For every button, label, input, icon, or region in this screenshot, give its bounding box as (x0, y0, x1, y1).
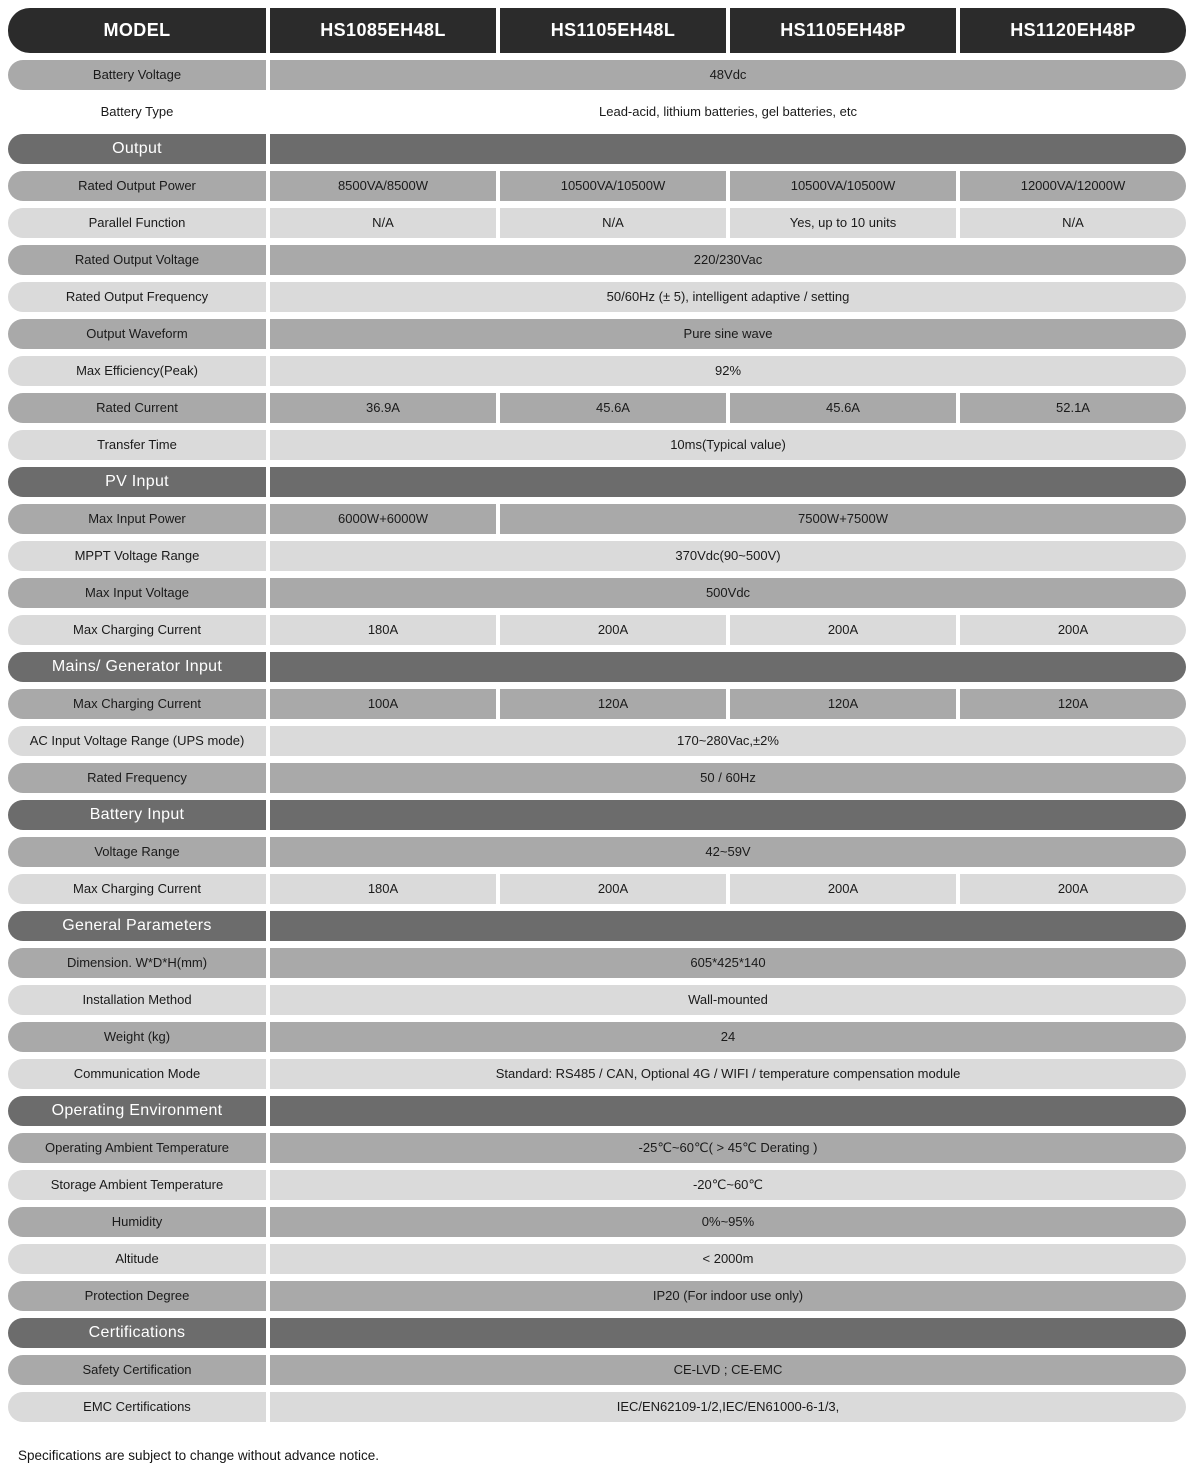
value-cell: 10500VA/10500W (730, 171, 956, 201)
model-header-cell: HS1085EH48L (270, 8, 496, 53)
row-label: Weight (kg) (8, 1022, 266, 1052)
row-label: Dimension. W*D*H(mm) (8, 948, 266, 978)
value-cell: 200A (730, 615, 956, 645)
table-row (8, 689, 1186, 719)
value-cell: Pure sine wave (270, 319, 1186, 349)
row-values (270, 578, 1186, 608)
row-label: Rated Output Voltage (8, 245, 266, 275)
row-label: Max Charging Current (8, 689, 266, 719)
row-label: Safety Certification (8, 1355, 266, 1385)
value-cell: 50 / 60Hz (270, 763, 1186, 793)
row-values (270, 245, 1186, 275)
row-values (270, 208, 1186, 238)
table-row (8, 1059, 1186, 1089)
table-row (8, 97, 1186, 127)
row-label: Max Charging Current (8, 615, 266, 645)
value-cell: 200A (730, 874, 956, 904)
value-cell: 180A (270, 615, 496, 645)
row-values (270, 837, 1186, 867)
table-row (8, 356, 1186, 386)
row-values (270, 171, 1186, 201)
row-values (270, 1207, 1186, 1237)
table-row (8, 763, 1186, 793)
row-values (270, 504, 1186, 534)
value-cell: Wall-mounted (270, 985, 1186, 1015)
value-cell: Standard: RS485 / CAN, Optional 4G / WIFI / temperature compensation module (270, 1059, 1186, 1089)
row-label: Rated Output Power (8, 171, 266, 201)
table-row (8, 541, 1186, 571)
table-row (8, 171, 1186, 201)
value-cell: 170~280Vac,±2% (270, 726, 1186, 756)
value-cell: 220/230Vac (270, 245, 1186, 275)
table-row (8, 985, 1186, 1015)
value-cell: 50/60Hz (± 5), intelligent adaptive / setting (270, 282, 1186, 312)
value-cell: Yes, up to 10 units (730, 208, 956, 238)
spec-table (8, 8, 1186, 1422)
value-cell: 7500W+7500W (500, 504, 1186, 534)
table-row (8, 726, 1186, 756)
value-cell: 120A (960, 689, 1186, 719)
value-cell: -20℃~60℃ (270, 1170, 1186, 1200)
table-row (8, 1207, 1186, 1237)
row-label: Max Efficiency(Peak) (8, 356, 266, 386)
section-header-row (8, 467, 1186, 497)
table-row (8, 1355, 1186, 1385)
model-header-row (8, 8, 1186, 53)
value-cell: 12000VA/12000W (960, 171, 1186, 201)
section-label: Mains/ Generator Input (8, 652, 266, 682)
row-values (270, 726, 1186, 756)
row-label: MPPT Voltage Range (8, 541, 266, 571)
row-values (270, 1133, 1186, 1163)
value-cell: 10ms(Typical value) (270, 430, 1186, 460)
row-label: Installation Method (8, 985, 266, 1015)
row-values (270, 1281, 1186, 1311)
table-row (8, 393, 1186, 423)
value-cell: 36.9A (270, 393, 496, 423)
row-values (270, 541, 1186, 571)
table-row (8, 837, 1186, 867)
row-label: Rated Frequency (8, 763, 266, 793)
table-row (8, 208, 1186, 238)
value-cell: -25℃~60℃( > 45℃ Derating ) (270, 1133, 1186, 1163)
value-cell: 45.6A (500, 393, 726, 423)
section-label: Operating Environment (8, 1096, 266, 1126)
row-label: Operating Ambient Temperature (8, 1133, 266, 1163)
value-cell: 180A (270, 874, 496, 904)
section-header-row (8, 652, 1186, 682)
section-label: General Parameters (8, 911, 266, 941)
row-label: Humidity (8, 1207, 266, 1237)
value-cell: 42~59V (270, 837, 1186, 867)
table-row (8, 430, 1186, 460)
value-cell: 45.6A (730, 393, 956, 423)
value-cell: 200A (960, 874, 1186, 904)
model-header-cell: HS1105EH48L (500, 8, 726, 53)
row-label: Transfer Time (8, 430, 266, 460)
table-row (8, 578, 1186, 608)
section-label: Certifications (8, 1318, 266, 1348)
value-cell: 120A (730, 689, 956, 719)
value-cell: N/A (500, 208, 726, 238)
value-cell: 0%~95% (270, 1207, 1186, 1237)
value-cell: 92% (270, 356, 1186, 386)
row-label: Battery Type (100, 104, 174, 120)
value-cell: 24 (270, 1022, 1186, 1052)
section-header-row (8, 911, 1186, 941)
value-cell: 200A (960, 615, 1186, 645)
row-label: Altitude (8, 1244, 266, 1274)
section-label: Output (8, 134, 266, 164)
section-fill (270, 1096, 1186, 1126)
row-label: Rated Current (8, 393, 266, 423)
section-header-row (8, 1096, 1186, 1126)
model-header-values (270, 8, 1186, 53)
table-row (8, 1392, 1186, 1422)
table-row (8, 60, 1186, 90)
row-label: AC Input Voltage Range (UPS mode) (8, 726, 266, 756)
table-row (8, 615, 1186, 645)
footer-note: Specifications are subject to change without advance notice. (18, 1448, 379, 1463)
model-header-label: MODEL (8, 8, 266, 53)
section-label: PV Input (8, 467, 266, 497)
table-row (8, 874, 1186, 904)
model-header-cell: HS1105EH48P (730, 8, 956, 53)
table-row (8, 1170, 1186, 1200)
row-label: Protection Degree (8, 1281, 266, 1311)
section-fill (270, 134, 1186, 164)
value-cell: 8500VA/8500W (270, 171, 496, 201)
section-fill (270, 800, 1186, 830)
value-cell: 200A (500, 874, 726, 904)
table-row (8, 1281, 1186, 1311)
value-cell: 200A (500, 615, 726, 645)
value-cell: 10500VA/10500W (500, 171, 726, 201)
row-label: Voltage Range (8, 837, 266, 867)
row-values (270, 1355, 1186, 1385)
value-cell: 370Vdc(90~500V) (270, 541, 1186, 571)
value-cell: < 2000m (270, 1244, 1186, 1274)
row-values (270, 763, 1186, 793)
section-fill (270, 911, 1186, 941)
value-cell: 52.1A (960, 393, 1186, 423)
row-values (270, 1022, 1186, 1052)
table-row (8, 282, 1186, 312)
row-label: Communication Mode (8, 1059, 266, 1089)
section-header-row (8, 800, 1186, 830)
value-cell: IP20 (For indoor use only) (270, 1281, 1186, 1311)
value-cell: IEC/EN62109-1/2,IEC/EN61000-6-1/3, (270, 1392, 1186, 1422)
table-row (8, 1022, 1186, 1052)
value-cell: N/A (960, 208, 1186, 238)
table-row (8, 245, 1186, 275)
row-label: Storage Ambient Temperature (8, 1170, 266, 1200)
row-values (270, 874, 1186, 904)
value-cell: 48Vdc (270, 60, 1186, 90)
row-label: Rated Output Frequency (8, 282, 266, 312)
row-values (270, 393, 1186, 423)
row-values (270, 1170, 1186, 1200)
value-cell: 100A (270, 689, 496, 719)
row-values (270, 615, 1186, 645)
row-values (270, 282, 1186, 312)
section-fill (270, 652, 1186, 682)
row-values (270, 1244, 1186, 1274)
table-row (8, 1133, 1186, 1163)
row-label: Max Charging Current (8, 874, 266, 904)
value-cell: 6000W+6000W (270, 504, 496, 534)
value-cell: 120A (500, 689, 726, 719)
row-values (270, 985, 1186, 1015)
section-header-row (8, 134, 1186, 164)
value-cell: Lead-acid, lithium batteries, gel batteries, etc (599, 104, 857, 120)
row-values (270, 97, 1186, 127)
table-row (8, 504, 1186, 534)
value-cell: N/A (270, 208, 496, 238)
row-values (270, 356, 1186, 386)
model-header-cell: HS1120EH48P (960, 8, 1186, 53)
table-row (8, 1244, 1186, 1274)
value-cell: CE-LVD ; CE-EMC (270, 1355, 1186, 1385)
section-label: Battery Input (8, 800, 266, 830)
row-values (270, 1392, 1186, 1422)
row-values (270, 60, 1186, 90)
row-values (270, 948, 1186, 978)
row-label: EMC Certifications (8, 1392, 266, 1422)
table-row (8, 319, 1186, 349)
value-cell: 500Vdc (270, 578, 1186, 608)
row-label: Max Input Voltage (8, 578, 266, 608)
section-fill (270, 1318, 1186, 1348)
row-values (270, 430, 1186, 460)
row-values (270, 1059, 1186, 1089)
row-label: Parallel Function (8, 208, 266, 238)
row-values (270, 689, 1186, 719)
table-row (8, 948, 1186, 978)
row-label: Output Waveform (8, 319, 266, 349)
section-fill (270, 467, 1186, 497)
row-values (270, 319, 1186, 349)
row-label: Battery Voltage (8, 60, 266, 90)
row-label: Max Input Power (8, 504, 266, 534)
section-header-row (8, 1318, 1186, 1348)
value-cell: 605*425*140 (270, 948, 1186, 978)
